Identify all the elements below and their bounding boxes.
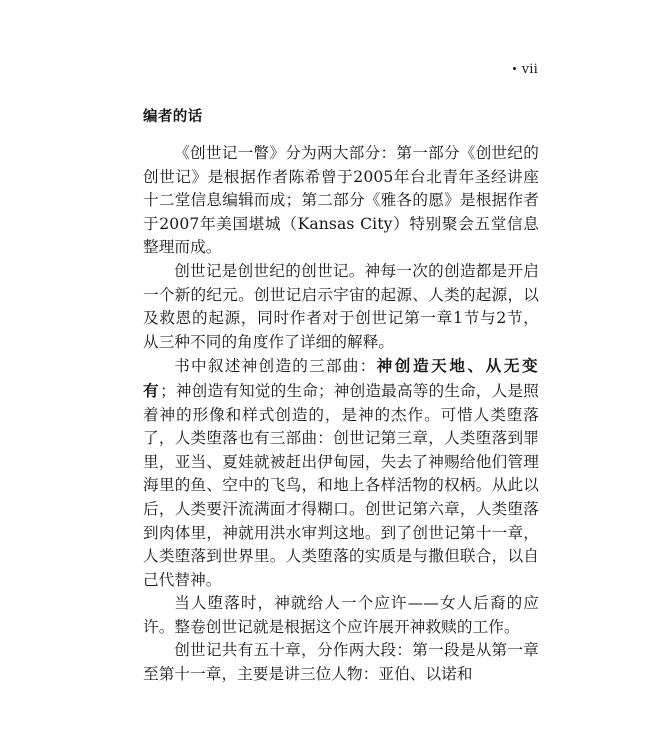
bullet-dot-icon — [513, 67, 516, 70]
text-run: 书中叙述神创造的三部曲： — [174, 357, 377, 376]
emphasized-text: 神创造天地、从无变有 — [143, 356, 539, 400]
paragraph — [143, 639, 539, 686]
text-run: 《创世记一瞥》分为两大部分：第一部分《创世纪的创世记》是根据作者陈希曾于2005年台北青年圣经讲座十二堂信息编辑而成；第二部分《雅各的愿》是根据作者于2007年美国堪城（Kansas City）特别聚会五堂信息整理而成。 — [143, 144, 539, 257]
page-folio — [0, 62, 538, 78]
paragraph — [143, 354, 539, 592]
body-text-column — [143, 106, 539, 687]
paragraph — [143, 592, 539, 639]
page-number: vii — [521, 62, 538, 77]
text-run: ；神创造有知觉的生命；神创造最高等的生命，人是照着神的形像和样式创造的，是神的杰作。可惜人类堕落了，人类堕落也有三部曲：创世记第三章，人类堕落到罪里，亚当、夏娃就被赶出伊甸园，失去了神赐给他们管理海里的鱼、空中的飞鸟，和地上各样活物的权柄。从此以后，人类要汗流满面才得糊口。创世记第六章，人类堕落到肉体里，神就用洪水审判这地。到了创世记第十一章，人类堕落到世界里。人类堕落的实质是与撒但联合，以自己代替神。 — [143, 381, 539, 589]
page-title: 编者的话 — [143, 109, 203, 125]
text-run: 创世记共有五十章，分作两大段：第一段是从第一章至第十一章，主要是讲三位人物：亚伯、以诺和 — [143, 641, 539, 684]
text-run: 当人堕落时，神就给人一个应许——女人后裔的应许。整卷创世记就是根据这个应许展开神救赎的工作。 — [143, 594, 539, 636]
paragraph — [143, 260, 539, 354]
text-run: 创世记是创世纪的创世记。神每一次的创造都是开启一个新的纪元。创世记启示宇宙的起源、人类的起源，以及救恩的起源，同时作者对于创世记第一章1节与2节，从三种不同的角度作了详细的解释。 — [143, 261, 539, 351]
paragraph — [143, 142, 539, 260]
